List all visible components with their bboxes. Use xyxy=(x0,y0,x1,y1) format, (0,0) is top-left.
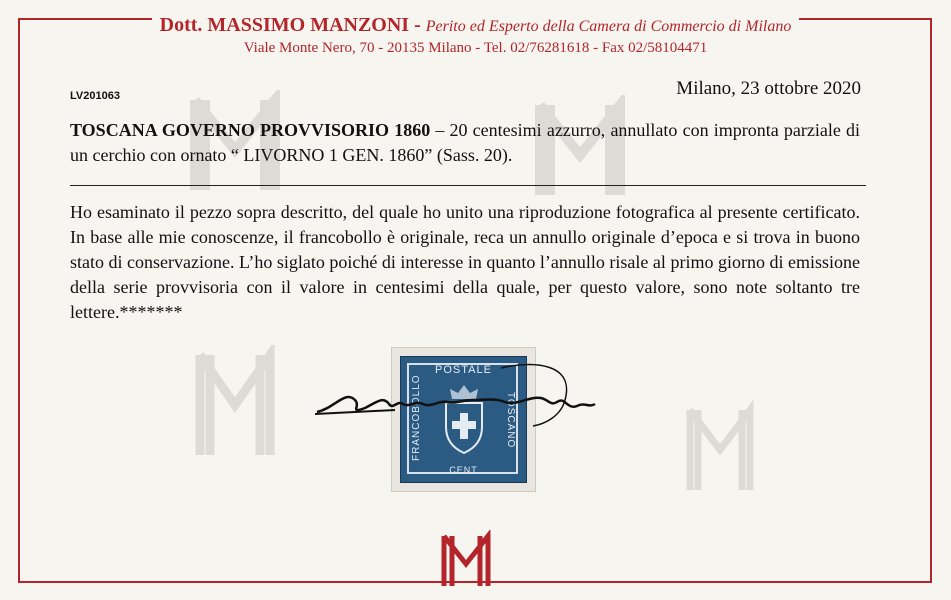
expert-name: Dott. MASSIMO MANZONI xyxy=(159,14,410,36)
stamp-bottom-label: CENT xyxy=(449,465,478,475)
stamp-top-label: POSTALE xyxy=(435,364,492,376)
certificate-body: Ho esaminato il pezzo sopra descritto, del quale ho unito una riproduzione fotografica al presente certificato. In base alle mie conoscenze, il francobollo è originale, reca un annullo originale d’epoca e si trova in buono stato di conservazione. L’ho siglato poiché di interesse in quanto l’annullo risale al primo giorno di emissione della serie provvisoria con il valore in centesimi della quale, per questo valore, sono note soltanto tre lettere.******* xyxy=(70,202,860,322)
expert-role: Perito ed Esperto della Camera di Commercio di Milano xyxy=(425,18,792,35)
stamp-left-label: FRANCOBOLLO xyxy=(411,374,422,461)
letterhead xyxy=(0,2,951,62)
certificate-date: Milano, 23 ottobre 2020 xyxy=(676,78,861,99)
item-details: – 20 centesimi azzurro, annullato con impronta parziale di un cerchio con ornato “ LIVORNO 1 GEN. 1860” (Sass. 20). xyxy=(70,120,860,165)
mm-watermark-icon xyxy=(680,400,760,500)
certificate-code: LV201063 xyxy=(70,90,120,102)
mm-watermark-icon xyxy=(185,345,285,465)
mm-logo-icon xyxy=(436,530,496,590)
expert-address: Viale Monte Nero, 70 - 20135 Milano - Tel. 02/76281618 - Fax 02/58104471 xyxy=(243,40,708,56)
item-title: TOSCANA GOVERNO PROVVISORIO 1860 xyxy=(70,120,431,140)
stamp-right-label: TOSCANO xyxy=(505,391,516,449)
header-separator: - xyxy=(409,14,426,36)
letterhead-title xyxy=(0,14,951,37)
signature xyxy=(305,360,635,440)
item-description xyxy=(70,118,860,168)
divider xyxy=(70,185,866,186)
